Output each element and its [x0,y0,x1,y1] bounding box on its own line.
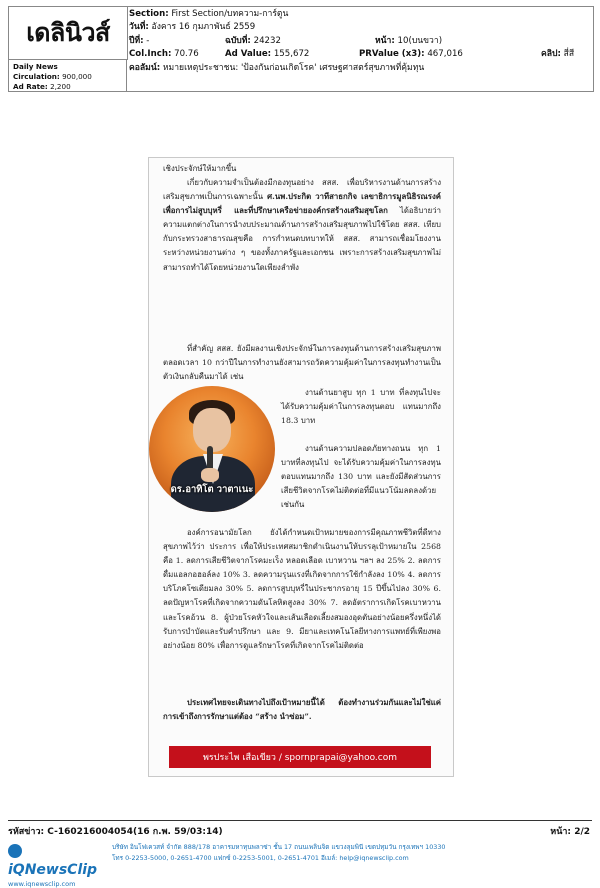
iqnewsclip-logo: iQNewsClip [8,862,98,878]
photo-caption: ดร.อาทิโต วาตาเนะ [170,484,254,495]
page-indicator-label: หน้า: [550,827,572,837]
page-label: หน้า: [375,35,395,46]
clipping-header [8,6,594,92]
colinch-label: Col.Inch: [129,49,172,60]
publication-info [9,60,127,91]
column-value: หมายเหตุประชาชน: 'ป้องกันก่อนเกิดโรค' เศรษฐศาสตร์สุขภาพที่คุ้มทุน [162,62,425,73]
newspaper-logo: เดลินิวส์ [26,18,110,47]
section-value: First Section/บทความ-การ์ตูน [171,9,289,19]
article-clipping [148,157,454,777]
article-text: เกี่ยวกับความจำเป็นต้องมีกองทุนอย่าง สสส. เพื่อบริหารงานด้านการสร้างเสริมสุขภาพเป็นการเฉพาะนั้น [163,178,441,202]
year-value: - [146,35,150,46]
news-code [8,824,223,838]
article-paragraph: งานด้านความปลอดภัยทางถนน ทุก 1 บาทที่ลงทุนไป จะได้รับความคุ้มค่าในการลงทุนตอบแทนมากถึง 130 บาท และยังมีสัดส่วนการเสียชีวิตจากโรคไม่ติดต่อที่มีแนวโน้มลดลงด้วยเช่นกัน [281,444,441,510]
publication-name: Daily News [13,62,58,71]
iq-globe-icon [8,844,22,858]
author-byline: พรประไพ เสือเขียว / spornprapai@yahoo.com [169,746,431,768]
face-shape [193,408,231,452]
prvalue-value: 467,016 [427,49,463,60]
adval-label: Ad Value: [225,49,272,60]
colinch-value: 70.76 [174,49,199,60]
news-code-label: รหัสข่าว: [8,827,45,837]
article-conclusion: ประเทศไทยจะเดินทางไปถึงเป้าหมายนี้ได้ ต้องทำงานร่วมกันและไม่ใช่แค่การเข้าถึงการรักษาแต่ต้อง “สร้าง นำซ่อม”. [163,698,441,722]
issue-value: 24232 [253,35,281,46]
portrait-photo [149,386,275,512]
year-label: ปีที่: [129,35,144,46]
adval-value: 155,672 [273,49,310,60]
article-paragraph: งานด้านยาสูบ ทุก 1 บาท ที่ลงทุนไปจะได้รับความคุ้มค่าในการลงทุนตอบ แทนมากถึง 18.3 บาท [281,388,441,426]
clip-label: คลิป: [541,49,561,60]
prvalue-label: PRValue (x3): [359,49,425,60]
hand-shape [201,468,219,482]
circulation-value: 900,000 [62,72,92,81]
article-paragraph: ที่สำคัญ สสส. ยังมีผลงานเชิงประจักษ์ในการลงทุนด้านการสร้างเสริมสุขภาพ ตลอดเวลา 10 กว่าปีในการทำงานยังสามารถวัดความคุ้มค่าในการลงทุนทำงานเป็นตัวเงินกลับคืนมาได้ เช่น [163,344,441,382]
news-code-value: C-160216004054(16 ก.พ. 59/03:14) [47,827,223,837]
circulation-label: Circulation: [13,72,60,81]
newspaper-logo-box [9,7,128,60]
column-label: คอลัมน์: [129,62,161,73]
contact-line: โทร 0-2253-5000, 0-2651-4700 แฟกซ์ 0-2253-5001, 0-2651-4701 อีเมล์: help@iqnewsclip.com [112,854,409,862]
clip-value: สี่สี [563,49,575,60]
page-indicator [550,824,590,838]
footer-divider [8,820,592,821]
article-paragraph [163,176,441,275]
date-value: อังคาร 16 กุมภาพันธ์ 2559 [151,22,256,33]
address-line: บริษัท อินโฟเควสท์ จำกัด 888/178 อาคารมหาทุนพลาซ่า ชั้น 17 ถนนเพลินจิต แขวงลุมพินี เขตปทุมวัน กรุงเทพฯ 10330 [112,843,446,851]
clipping-meta [129,8,591,75]
article-paragraph: องค์การอนามัยโลก ยังได้กำหนดเป้าหมายของการมีคุณภาพชีวิตที่ดีทางสุขภาพไว้ว่า ประการ เพื่อให้ประเทศสมาชิกดำเนินงานให้บรรลุเป้าหมายใน 2568 คือ 1. ลดการเสียชีวิตจากโรคมะเร็ง หลอดเลือด เบาหวาน ฯลฯ ลง 25% 2. ลดการดื่มแอลกอฮอล์ลง 10% 3. ลดความรุนแรงที่เกิดจากการใช้กำลังลง 10% 4. ลดการบริโภคโซเดียมลง 30% 5. ลดการสูบบุหรี่ในประชากรอายุ 15 ปีขึ้นไปลง 30% 6. ลดปัญหาโรคที่เกิดจากความดันโลหิตสูงลง 30% 7. ลดอัตราการเกิดโรคเบาหวานและโรคอ้วน 8. ผู้ป่วยโรคหัวใจและเส้นเลือดเลี้ยงสมองอุดตันอย่างน้อยครึ่งหนึ่งได้รับการบำบัดและรับคำปรึกษา และ 9. มียาและเทคโนโลยีทางการแพทย์ที่เพียงพออย่างน้อย 80% เพื่อการดูแลรักษาโรคที่เกิดจากโรคไม่ติดต่อ [163,528,441,650]
issue-label: ฉบับที่: [225,35,251,46]
ad-rate-label: Ad Rate: [13,82,48,91]
date-label: วันที่: [129,22,149,33]
article-text: ได้อธิบายว่า ความแตกต่างในการนำงบประมาณด้านการสร้างเสริมสุขภาพไปใช้โดย สสส. เทียบกับกระทรวงสาธารณสุขคือ การกำหนดบทบาทให้ สสส. สามารถเชื่อมโยงงานระหว่างหน่วยงานต่าง ๆ ของทั้งภาครัฐและเอกชน เพราะการสร้างเสริมสุขภาพไม่สามารถทำได้โดยหน่วยงานใดเพียงลำพัง [163,206,441,272]
section-label: Section: [129,9,169,19]
page-indicator-value: 2/2 [574,827,590,837]
company-address [112,842,592,864]
article-highlight: ศ.นพ.ประกิต วาทีสาธกกิจ เลขาธิการมูลนิธิรณรงค์เพื่อการไม่สูบบุหรี่ และที่ปรึกษาเครือข่ายองค์กรสร้างเสริมสุขโลก [163,192,441,216]
article-paragraph: เชิงประจักษ์ให้มากขึ้น [163,164,237,173]
iqnewsclip-url[interactable]: www.iqnewsclip.com [8,880,76,888]
iqnewsclip-brand [8,840,106,888]
page-value: 10(บนขวา) [397,35,443,46]
ad-rate-value: 2,200 [50,82,71,91]
